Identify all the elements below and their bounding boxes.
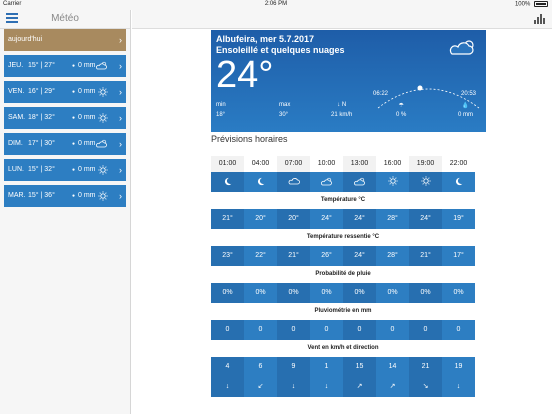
day-name: SAM. <box>8 114 26 121</box>
wind-direction-cell: ↓ <box>456 383 461 390</box>
min-value: 18° <box>216 112 226 118</box>
day-list <box>4 29 126 211</box>
rainfall-row <box>211 320 475 340</box>
min-stat <box>216 102 226 118</box>
temperature-cell: 24° <box>321 215 332 222</box>
day-row[interactable] <box>4 81 126 103</box>
rain-probability-label: Probabilité de pluie <box>315 271 371 277</box>
sunset-time: 20:53 <box>460 91 476 97</box>
day-rain: 0 mm <box>78 140 96 147</box>
temperature-label: Température °C <box>320 197 366 203</box>
battery-percent: 100% <box>514 1 531 8</box>
hour-icons-row <box>211 172 475 192</box>
cloud-sun-icon <box>96 55 108 77</box>
day-rain: 0 mm <box>78 114 96 121</box>
rain-probability-cell: 0% <box>387 289 398 296</box>
wind-direction-cell: ↓ <box>277 377 310 397</box>
feels-like-label: Température ressentie °C <box>306 234 380 240</box>
rain-probability-cell: 0% <box>211 283 244 303</box>
sidebar <box>0 10 131 414</box>
rain-probability-cell: 0% <box>343 283 376 303</box>
chevron-right-icon: › <box>119 87 122 97</box>
day-temps: 17° | 30° <box>28 140 55 147</box>
wind-direction-cell: ↓ <box>324 383 329 390</box>
feels-like-cell: 24° <box>343 246 376 266</box>
location-date: Albufeira, mer 5.7.2017 <box>216 34 315 44</box>
wind-direction-cell: ↘ <box>409 377 442 397</box>
temperature-cell: 24° <box>343 209 376 229</box>
temperature-row <box>211 209 475 229</box>
wind-speed-cell: 14 <box>388 363 397 370</box>
day-temps: 15° | 32° <box>28 166 55 173</box>
chevron-right-icon: › <box>119 165 122 175</box>
umbrella-icon: ☂ <box>398 103 404 109</box>
chevron-right-icon: › <box>119 113 122 123</box>
chart-icon[interactable] <box>534 14 546 24</box>
rainfall-cell: 0 <box>258 326 263 333</box>
wind-direction-cell: ↗ <box>343 377 376 397</box>
rain-probability-cell: 0% <box>409 283 442 303</box>
sun-icon <box>98 107 108 129</box>
day-rain: 0 mm <box>78 192 96 199</box>
day-row[interactable] <box>4 133 126 155</box>
current-temperature: 24° <box>216 54 274 96</box>
day-temps: 15° | 36° <box>28 192 55 199</box>
rain-probability-cell: 0% <box>277 283 310 303</box>
day-name: MAR. <box>8 192 26 199</box>
status-time: 2:06 PM <box>264 1 288 7</box>
max-value: 30° <box>279 112 289 118</box>
wind-speed-cell: 6 <box>258 363 263 370</box>
feels-like-cell: 28° <box>387 252 398 259</box>
max-label: max <box>279 102 291 108</box>
day-row-today[interactable] <box>4 29 126 51</box>
wind-speed-cell: 1 <box>324 363 329 370</box>
raindrop-icon: ● <box>72 63 76 69</box>
rain-mm-value: 0 mm <box>458 112 473 118</box>
hour-times-row <box>211 156 475 172</box>
temperature-cell: 20° <box>277 209 310 229</box>
sun-icon <box>98 159 108 181</box>
chevron-right-icon: › <box>119 35 122 45</box>
wind-stat <box>331 102 352 118</box>
feels-like-row <box>211 246 475 266</box>
feels-like-cell: 22° <box>255 252 266 259</box>
cloud-sun-icon <box>343 172 376 192</box>
wind-speed-cell: 19 <box>454 363 463 370</box>
wind-direction-label: N <box>341 102 347 108</box>
rain-prob-stat <box>396 102 406 118</box>
temperature-cell: 19° <box>453 215 464 222</box>
max-stat <box>279 102 290 118</box>
wind-direction: ↓ N <box>337 102 347 108</box>
battery-indicator <box>515 1 548 8</box>
raindrop-icon: 💧 <box>461 103 470 109</box>
temperature-cell: 28° <box>387 215 398 222</box>
rainfall-cell: 0 <box>324 326 329 333</box>
rain-probability-cell: 0% <box>255 289 266 296</box>
hourly-forecast-title: Prévisions horaires <box>211 134 288 144</box>
cloud-sun-icon <box>310 172 343 192</box>
hour-times-cell: 13:00 <box>343 156 376 172</box>
feels-like-cell: 21° <box>277 246 310 266</box>
moon-icon <box>211 172 244 192</box>
sun-icon <box>98 185 108 207</box>
hour-times-cell: 07:00 <box>277 156 310 172</box>
rain-probability-cell: 0% <box>453 289 464 296</box>
sun-position-icon <box>418 86 423 91</box>
raindrop-icon: ● <box>72 141 76 147</box>
rainfall-cell: 0 <box>409 320 442 340</box>
wind-direction-cell: ↙ <box>257 383 264 390</box>
wind-speed-cell: 21 <box>409 357 442 377</box>
feels-like-cell: 23° <box>211 246 244 266</box>
rainfall-cell: 0 <box>277 320 310 340</box>
day-name: JEU. <box>8 62 24 69</box>
wind-direction-cell: ↓ <box>211 377 244 397</box>
rain-prob-value: 0 % <box>396 112 407 118</box>
rainfall-label: Pluviométrie en mm <box>314 308 372 314</box>
day-row[interactable] <box>4 185 126 207</box>
current-weather-card[interactable] <box>211 30 486 132</box>
feels-like-cell: 17° <box>453 252 464 259</box>
day-temps: 16° | 29° <box>28 88 55 95</box>
rainfall-cell: 0 <box>456 326 461 333</box>
status-bar <box>0 0 552 10</box>
day-rain: 0 mm <box>78 88 96 95</box>
cloud-icon <box>277 172 310 192</box>
sidebar-header <box>0 10 130 29</box>
rainfall-cell: 0 <box>211 320 244 340</box>
day-label: aujourd'hui <box>8 36 43 43</box>
feels-like-cell: 21° <box>409 246 442 266</box>
cloud-sun-icon <box>96 133 108 155</box>
sunrise-time: 06:22 <box>373 91 389 97</box>
sidebar-title: Météo <box>51 13 79 24</box>
day-name: LUN. <box>8 166 24 173</box>
wind-speed-cell: 15 <box>343 357 376 377</box>
rainfall-cell: 0 <box>390 326 395 333</box>
chevron-right-icon: › <box>119 191 122 201</box>
carrier-label: Carrier <box>3 1 22 7</box>
day-rain: 0 mm <box>78 62 96 69</box>
day-row[interactable] <box>4 107 126 129</box>
current-stats <box>216 102 480 128</box>
day-name: DIM. <box>8 140 23 147</box>
main-header <box>132 10 552 29</box>
day-row[interactable] <box>4 55 126 77</box>
sun-icon <box>409 172 442 192</box>
temperature-cell: 24° <box>409 209 442 229</box>
day-name: VEN. <box>8 88 25 95</box>
hour-times-cell: 04:00 <box>251 160 270 167</box>
raindrop-icon: ● <box>72 115 76 121</box>
moon-icon <box>442 172 475 192</box>
cloud-sun-icon <box>448 38 478 56</box>
wind-speed-row <box>211 357 475 377</box>
battery-icon <box>534 1 548 7</box>
hour-times-cell: 16:00 <box>383 160 402 167</box>
raindrop-icon: ● <box>72 193 76 199</box>
wind-speed-cell: 9 <box>277 357 310 377</box>
raindrop-icon: ● <box>72 167 76 173</box>
rainfall-cell: 0 <box>343 320 376 340</box>
wind-label: Vent en km/h et direction <box>307 345 379 351</box>
rain-probability-cell: 0% <box>321 289 332 296</box>
sun-icon <box>376 172 409 192</box>
day-temps: 15° | 27° <box>28 62 55 69</box>
wind-speed-cell: 4 <box>211 357 244 377</box>
rain-mm-stat <box>458 102 473 118</box>
min-label: min <box>216 102 226 108</box>
day-rain: 0 mm <box>78 166 96 173</box>
hour-times-cell: 22:00 <box>449 160 468 167</box>
hourly-forecast-table <box>211 156 475 397</box>
feels-like-cell: 26° <box>321 252 332 259</box>
temperature-cell: 21° <box>211 209 244 229</box>
temperature-cell: 20° <box>255 215 266 222</box>
rain-probability-row <box>211 283 475 303</box>
hour-times-cell: 01:00 <box>211 156 244 172</box>
wind-direction-cell: ↗ <box>389 383 396 390</box>
hour-times-cell: 19:00 <box>409 156 442 172</box>
moon-icon <box>244 172 277 192</box>
day-temps: 18° | 32° <box>28 114 55 121</box>
wind-direction-row <box>211 377 475 397</box>
sun-icon <box>98 81 108 103</box>
raindrop-icon: ● <box>72 89 76 95</box>
current-condition: Ensoleillé et quelques nuages <box>216 45 345 55</box>
chevron-right-icon: › <box>119 61 122 71</box>
wind-value: 21 km/h <box>331 112 353 118</box>
hour-times-cell: 10:00 <box>317 160 336 167</box>
day-row[interactable] <box>4 159 126 181</box>
chevron-right-icon: › <box>119 139 122 149</box>
main-panel <box>132 10 552 414</box>
